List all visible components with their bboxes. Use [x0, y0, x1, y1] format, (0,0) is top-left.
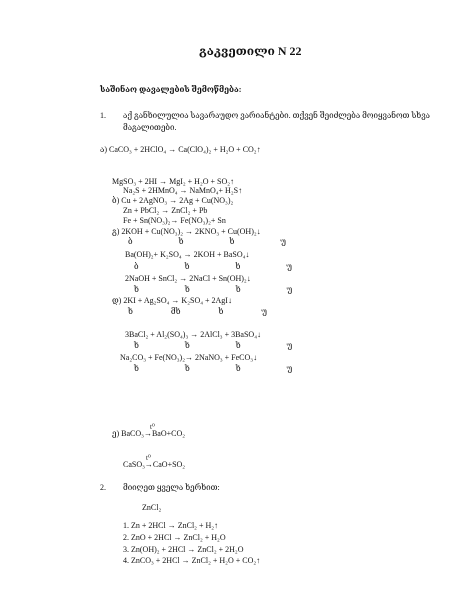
reaction-na2s: Na₂S + 2HMnO₄ → NaMnO₄+ H₂S↑	[123, 186, 243, 195]
reaction-baoh-solubility: ბ ხ ხ უ	[134, 262, 292, 271]
reaction-d-solubility: ხ მხ ხ უ	[128, 307, 267, 316]
reaction-e: ე) BaCO₃→BaO+CO₂	[112, 429, 186, 438]
task1-number: 1.	[100, 111, 106, 120]
task2-item: 4. ZnCO₃ + 2HCl → ZnCl₂ + H₂O + CO₂↑	[123, 556, 261, 565]
reaction-naoh: 2NaOH + SnCl₂ → 2NaCl + Sn(OH)₂↓	[125, 274, 251, 283]
reaction-bacl-solubility: ხ ხ ხ უ	[134, 341, 293, 350]
reaction-fe: Fe + Sn(NO₃)₂→ Fe(NO₃)₂+ Sn	[123, 216, 226, 225]
reaction-b: ბ) Cu + 2AgNO₃ → 2Ag + Cu(NO₃)₂	[112, 196, 234, 205]
task2-item: 3. Zn(OH)₂ + 2HCl → ZnCl₂ + 2H₂O	[123, 545, 244, 554]
page-title: გაკვეთილი N 22	[199, 44, 302, 58]
reaction-na2co3: Na₂CO₃ + Fe(NO₃)₂→ 2NaNO₃ + FeCO₃↓	[120, 353, 258, 362]
reaction-a: ა) CaCO₃ + 2HClO₄ → Ca(ClO₄)₂ + H₂O + CO₂↑	[100, 145, 261, 154]
reaction-na2co3-solubility: ხ ხ ხ უ	[134, 364, 293, 373]
reaction-caso3-condition: t⁰	[146, 454, 151, 462]
reaction-d: დ) 2KI + Ag₂SO₄ → K₂SO₄ + 2AgI↓	[112, 296, 232, 305]
homework-heading: საშინაო დავალების შემოწმება:	[100, 85, 242, 94]
reaction-zn: Zn + PbCl₂ → ZnCl₂ + Pb	[123, 206, 208, 215]
reaction-g: გ) 2KOH + Cu(NO₃)₂ → 2KNO₃ + Cu(OH)₂↓	[112, 227, 261, 236]
task1-text-line2: მაგალითები.	[123, 123, 177, 132]
reaction-e-condition: t⁰	[150, 423, 155, 431]
task1-text-line1: აქ განხილულია სავარაუდო ვარიანტები. თქვენ შეიძლება მოიყვანოთ სხვა	[123, 111, 430, 120]
reaction-mgso3: MgSO₃ + 2HI → MgI₂ + H₂O + SO₂↑	[112, 177, 235, 186]
reaction-bacl: 3BaCl₂ + Al₂(SO₄)₃ → 2AlCl₃ + 3BaSO₄↓	[125, 330, 261, 339]
task2-text: მიიღეთ ყველა ხერხით:	[123, 483, 220, 492]
reaction-baoh: Ba(OH)₂+ K₂SO₄ → 2KOH + BaSO₄↓	[125, 250, 250, 259]
reaction-g-solubility: ბ ხ ხ უ	[128, 237, 286, 246]
task2-number: 2.	[100, 483, 106, 492]
task2-target: ZnCl₂	[142, 503, 162, 512]
task2-item: 2. ZnO + 2HCl → ZnCl₂ + H₂O	[123, 533, 226, 542]
task2-item: 1. Zn + 2HCl → ZnCl₂ + H₂↑	[123, 521, 219, 530]
reaction-caso3: CaSO₃→CaO+SO₂	[123, 460, 186, 469]
reaction-naoh-solubility: ხ ხ ხ უ	[134, 285, 293, 294]
